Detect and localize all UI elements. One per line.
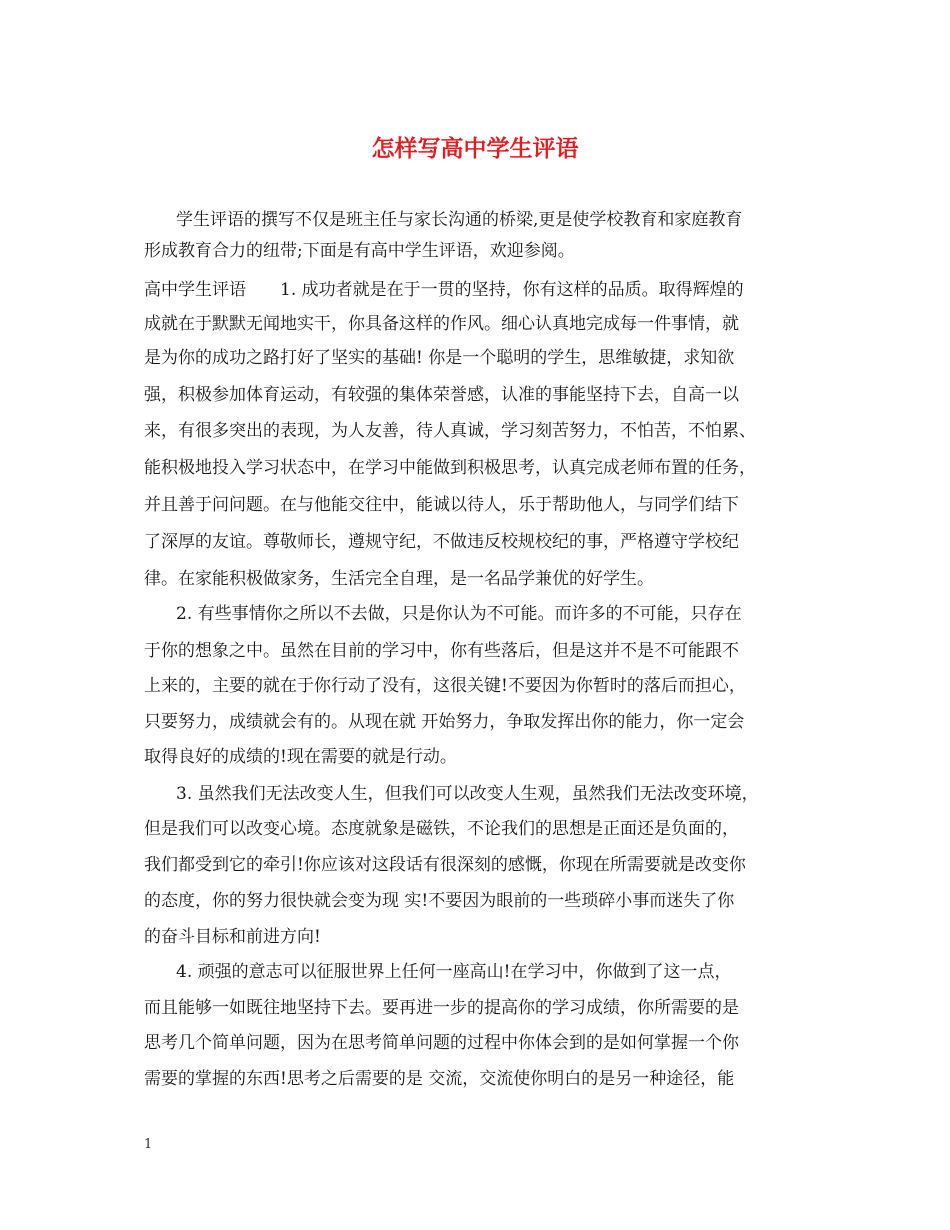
body-text-line: 来，有很多突出的表现，为人友善，待人真诚，学习刻苦努力，不怕苦，不怕累、 — [144, 421, 756, 441]
body-text-line: 3. 虽然我们无法改变人生，但我们可以改变人生观，虽然我们无法改变环境， — [176, 784, 759, 804]
body-text-line: 是为你的成功之路打好了坚实的基础! 你是一个聪明的学生，思维敏捷，求知欲 — [144, 348, 735, 368]
body-text-line: 2. 有些事情你之所以不去做，只是你认为不可能。而许多的不可能，只存在 — [176, 604, 742, 624]
body-text-line: 4. 顽强的意志可以征服世界上任何一座高山!在学习中，你做到了这一点， — [176, 962, 732, 982]
body-text-line: 于你的想象之中。虽然在目前的学习中，你有些落后，但是这并不是不可能跟不 — [144, 641, 739, 661]
body-text-line: 需要的掌握的东西!思考之后需要的是 交流，交流使你明白的是另一种途径，能 — [144, 1069, 735, 1089]
body-text-line: 能积极地投入学习状态中，在学习中能做到积极思考，认真完成老师布置的任务， — [144, 458, 756, 478]
body-text-line: 强，积极参加体育运动，有较强的集体荣誉感，认准的事能坚持下去，自高一以 — [144, 385, 739, 405]
body-text-line: 高中学生评语 1. 成功者就是在于一贯的坚持，你有这样的品质。取得辉煌的 — [144, 280, 744, 300]
body-text-line: 成就在于默默无闻地实干，你具备这样的作风。细心认真地完成每一件事情，就 — [144, 314, 739, 334]
body-text-line: 上来的，主要的就在于你行动了没有，这很关键!不要因为你暂时的落后而担心， — [144, 676, 746, 696]
body-text-line: 思考几个简单问题，因为在思考简单问题的过程中你体会到的是如何掌握一个你 — [144, 1033, 739, 1053]
body-text-line: 形成教育合力的纽带;下面是有高中学生评语，欢迎参阅。 — [144, 241, 575, 261]
body-text-line: 律。在家能积极做家务，生活完全自理，是一名品学兼优的好学生。 — [144, 569, 654, 589]
body-text-line: 我们都受到它的牵引!你应该对这段话有很深刻的感慨，你现在所需要就是改变你 — [144, 855, 746, 875]
body-text-line: 但是我们可以改变心境。态度就象是磁铁，不论我们的思想是正面还是负面的， — [144, 819, 739, 839]
body-text-line: 学生评语的撰写不仅是班主任与家长沟通的桥梁,更是使学校教育和家庭教育 — [176, 210, 743, 230]
body-text-line: 并且善于问问题。在与他能交往中，能诚以待人，乐于帮助他人，与同学们结下 — [144, 495, 739, 515]
body-text-line: 只要努力，成绩就会有的。从现在就 开始努力，争取发挥出你的能力，你一定会 — [144, 712, 745, 732]
body-text-line: 了深厚的友谊。尊敬师长，遵规守纪，不做违反校规校纪的事，严格遵守学校纪 — [144, 532, 739, 552]
body-text-line: 的奋斗目标和前进方向! — [144, 927, 321, 947]
body-text-line: 的态度，你的努力很快就会变为现 实!不要因为眼前的一些琐碎小事而迷失了你 — [144, 891, 735, 911]
document-title: 怎样写高中学生评语 — [371, 135, 579, 162]
body-text-line: 取得良好的成绩的!现在需要的就是行动。 — [144, 747, 457, 767]
body-text-line: 而且能够一如既往地坚持下去。要再进一步的提高你的学习成绩，你所需要的是 — [144, 998, 739, 1018]
page-number: 1 — [144, 1137, 153, 1152]
